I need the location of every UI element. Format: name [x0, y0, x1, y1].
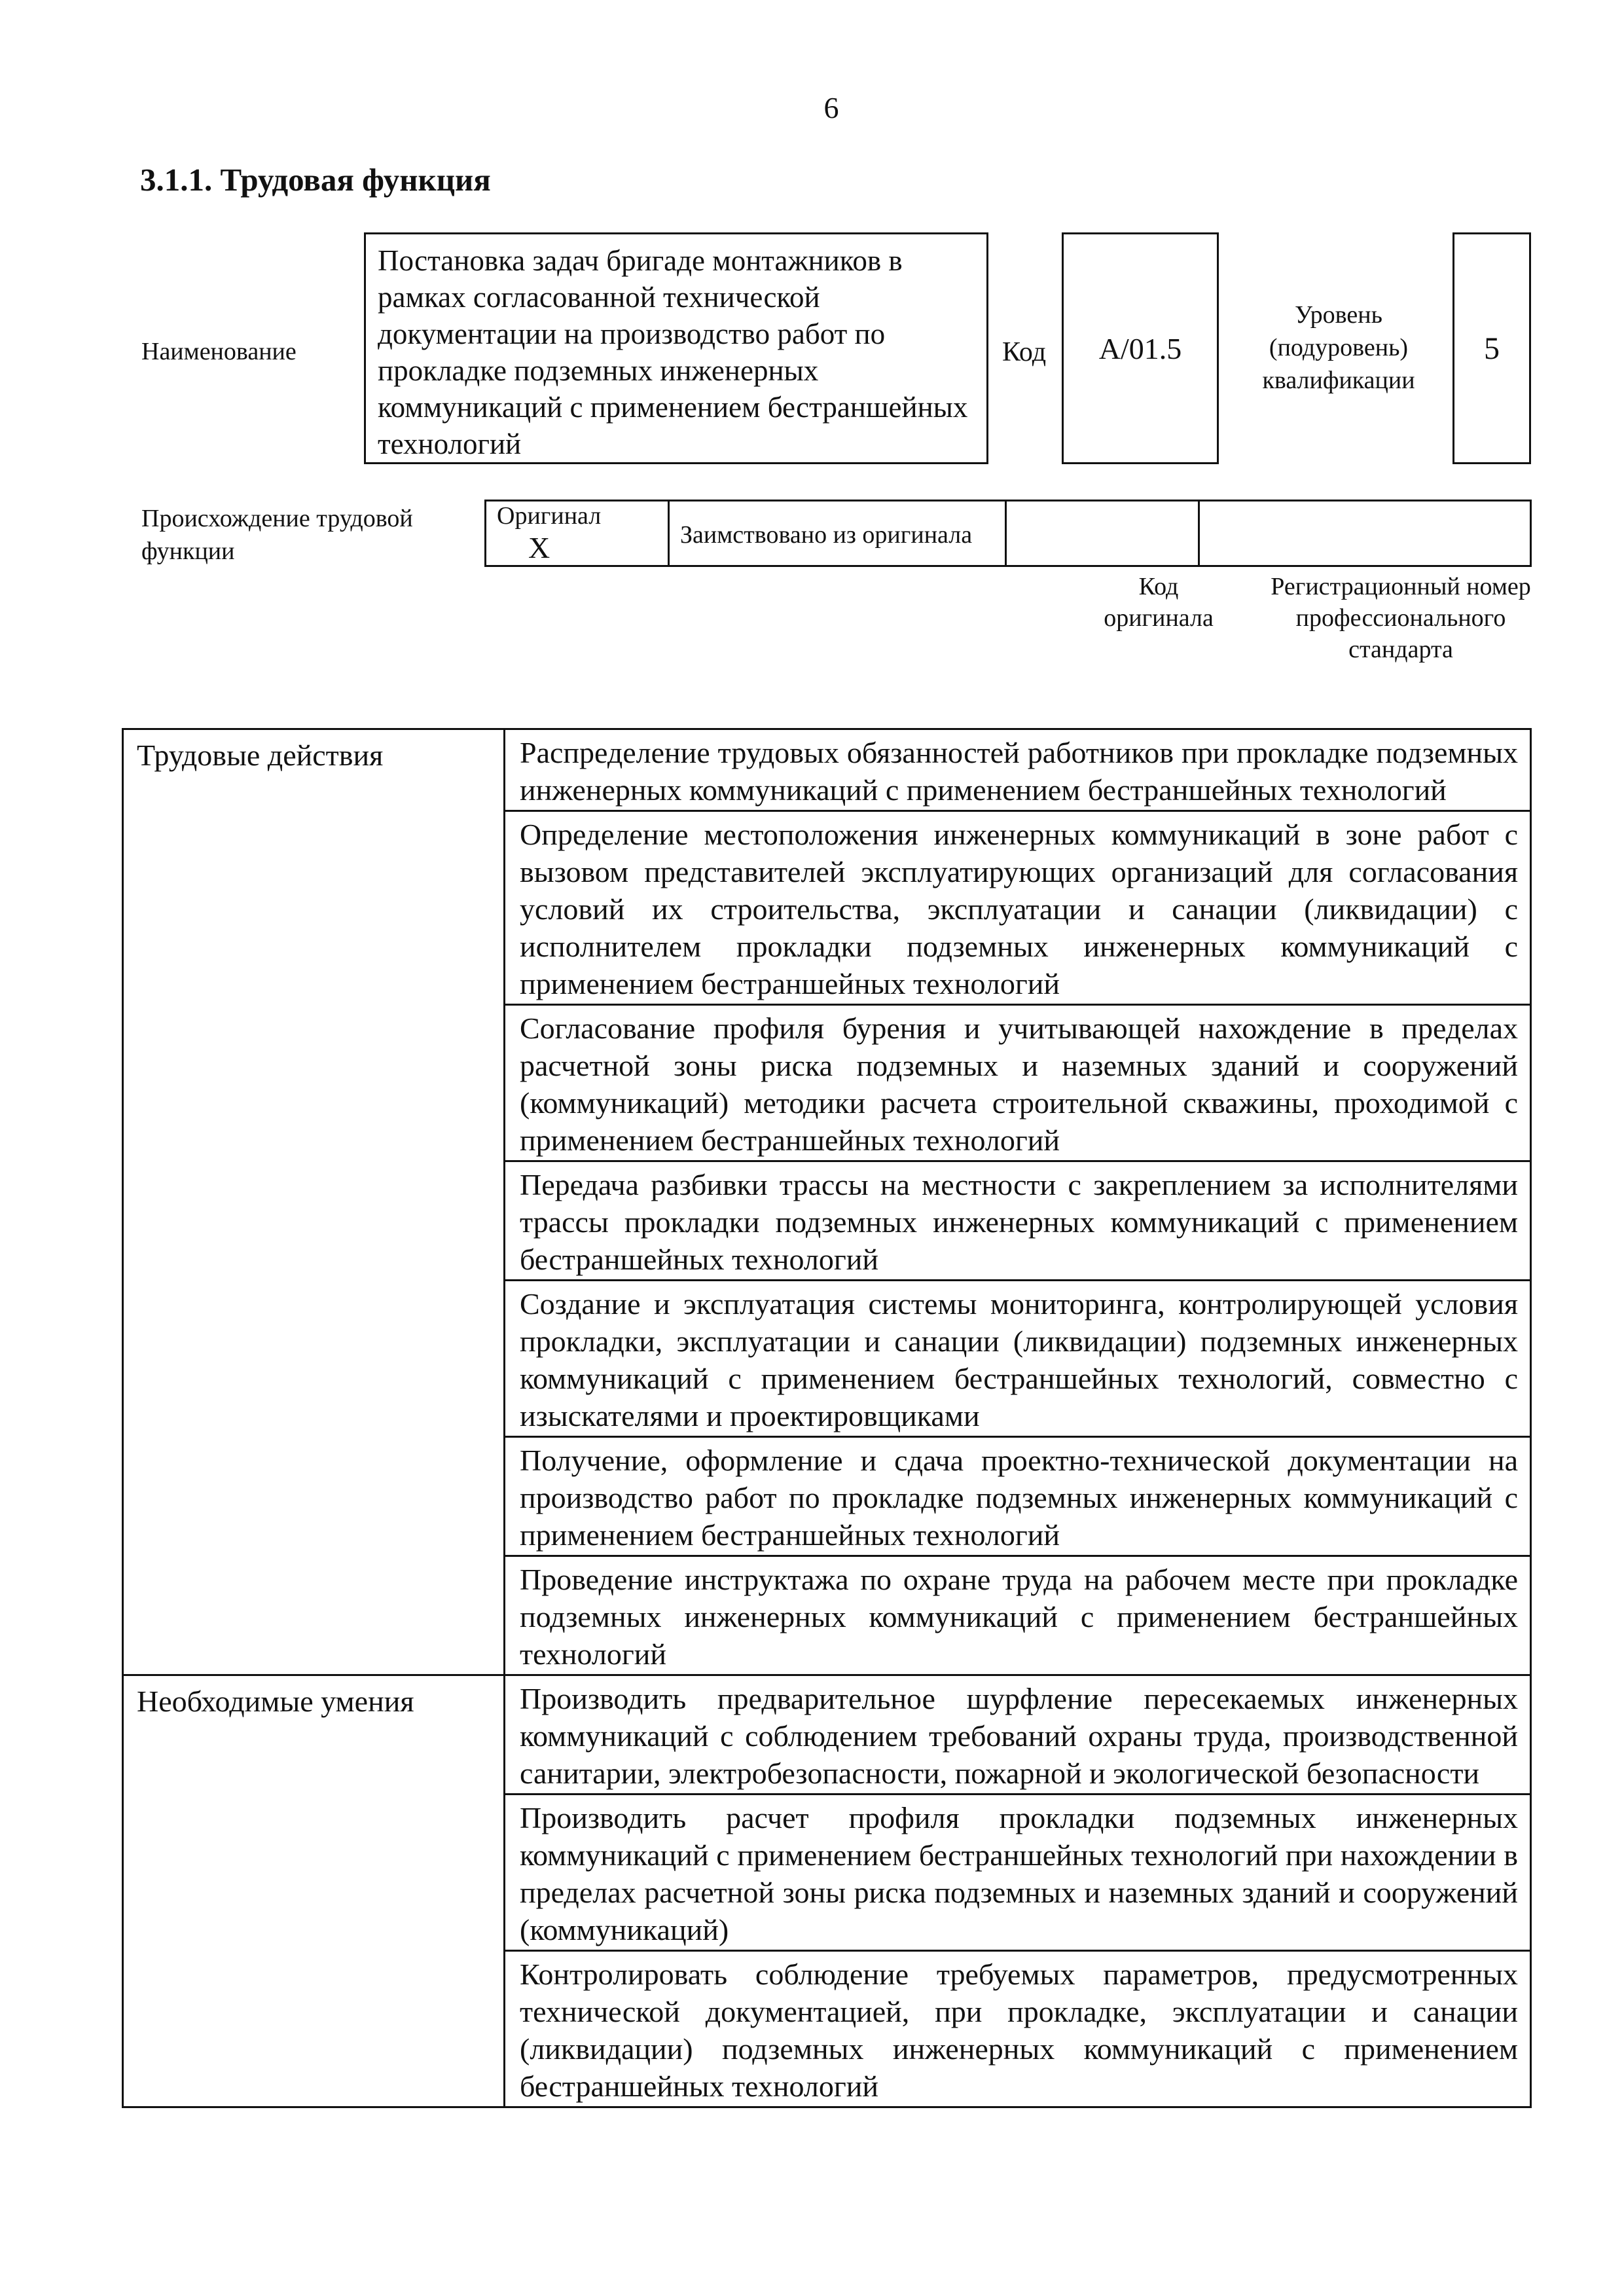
origin-table — [484, 500, 1532, 567]
category-cell: Необходимые умения — [123, 1675, 505, 2107]
main-table — [122, 728, 1532, 2108]
origin-reg-caption: Регистрационный номер профессионального стандарта — [1271, 573, 1531, 663]
description-cell: Создание и эксплуатация системы мониторинга, контролирующей условия прокладки, эксплуатации и санации (ликвидации) подземных инженерных коммуникаций с применением бестраншейных технологий, совместно с изыскателями и проектировщиками — [505, 1281, 1531, 1437]
description-cell: Распределение трудовых обязанностей работников при прокладке подземных инженерных коммуникаций с применением бестраншейных технологий — [505, 729, 1531, 811]
description-cell: Проведение инструктажа по охране труда на рабочем месте при прокладке подземных инженерных коммуникаций с применением бестраншейных технологий — [505, 1556, 1531, 1675]
code-value: A/01.5 — [1098, 331, 1182, 365]
description-cell: Производить расчет профиля прокладки подземных инженерных коммуникаций с применением бестраншейных технологий при нахождении в пределах расчетной зоны риска подземных и наземных зданий и сооружений (коммуникаций) — [505, 1795, 1531, 1951]
description-cell: Производить предварительное шурфление пересекаемых инженерных коммуникаций с соблюдением требований охраны труда, производственной санитарии, электробезопасности, пожарной и экологической безопасности — [505, 1675, 1531, 1795]
main-table-body — [123, 729, 1531, 2107]
origin-code-caption: Код оригинала — [1104, 573, 1214, 632]
level-value: 5 — [1484, 331, 1500, 366]
code-value-box — [1062, 232, 1219, 464]
origin-original-label: Оригинал — [497, 502, 602, 530]
origin-original-cell — [486, 501, 669, 566]
description-cell: Согласование профиля бурения и учитывающей нахождение в пределах расчетной зоны риска подземных и наземных зданий и сооружений (коммуникаций) методики расчета строительной скважины, проходимой с применением бестраншейных технологий — [505, 1005, 1531, 1161]
origin-label: Происхождение трудовой функции — [141, 505, 413, 565]
origin-reg-cell — [1199, 501, 1531, 566]
origin-code-cell — [1006, 501, 1199, 566]
page-number: 6 — [823, 91, 839, 124]
description-cell: Передача разбивки трассы на местности с закреплением за исполнителями трассы прокладки подземных инженерных коммуникаций с применением бестраншейных технологий — [505, 1161, 1531, 1281]
name-label: Наименование — [141, 338, 297, 365]
origin-borrowed-cell: Заимствовано из оригинала — [669, 501, 1006, 566]
level-value-box — [1453, 232, 1531, 464]
table-row — [123, 729, 1531, 811]
name-value-box: Постановка задач бригаде монтажников в рамках согласованной технической документации на производство работ по прокладке подземных инженерных коммуникаций с применением бестраншейных технологий — [364, 232, 988, 464]
origin-original-mark: X — [528, 531, 550, 564]
category-cell: Трудовые действия — [123, 729, 505, 1675]
level-label: Уровень (подуровень) квалификации — [1262, 301, 1415, 394]
description-cell: Определение местоположения инженерных коммуникаций в зоне работ с вызовом представителей эксплуатирующих организаций для согласования условий их строительства, эксплуатации и санации (ликвидации) с исполнителем прокладки подземных инженерных коммуникаций с применением бестраншейных технологий — [505, 811, 1531, 1005]
description-cell: Контролировать соблюдение требуемых параметров, предусмотренных технической документацией, при прокладке, эксплуатации и санации (ликвидации) подземных инженерных коммуникаций с применением бестраншейных технологий — [505, 1951, 1531, 2107]
table-row — [123, 1675, 1531, 1795]
code-label: Код — [1002, 337, 1047, 367]
description-cell: Получение, оформление и сдача проектно-технической документации на производство работ по прокладке подземных инженерных коммуникаций с применением бестраншейных технологий — [505, 1437, 1531, 1556]
section-title: 3.1.1. Трудовая функция — [140, 162, 491, 198]
